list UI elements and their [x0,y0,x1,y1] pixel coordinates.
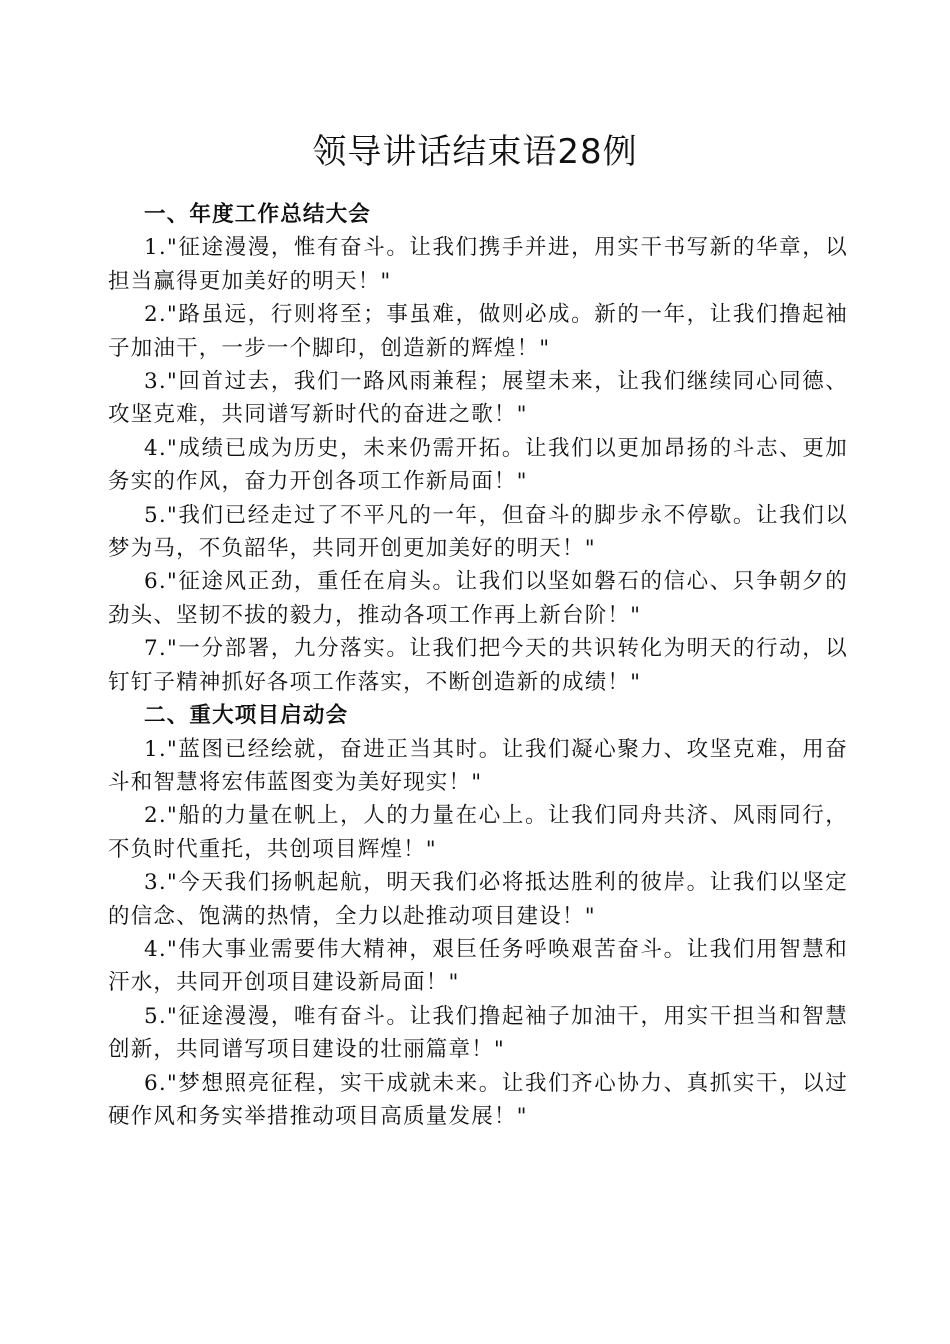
document-title: 领导讲话结束语28例 [312,132,638,172]
paragraph: 1."蓝图已经绘就，奋进正当其时。让我们凝心聚力、攻坚克难，用奋斗和智慧将宏伟蓝图变为美好现实！" [108,736,848,795]
paragraph: 6."梦想照亮征程，实干成就未来。让我们齐心协力、真抓实干，以过硬作风和务实举措推动项目高质量发展！" [108,1070,848,1129]
paragraph: 4."伟大事业需要伟大精神，艰巨任务呼唤艰苦奋斗。让我们用智慧和汗水，共同开创项目建设新局面！" [108,936,848,996]
paragraph: 4."成绩已成为历史，未来仍需开拓。让我们以更加昂扬的斗志、更加务实的作风，奋力开创各项工作新局面！" [108,435,848,495]
paragraph: 5."我们已经走过了不平凡的一年，但奋斗的脚步永不停歇。让我们以梦为马，不负韶华，共同开创更加美好的明天！" [108,502,848,562]
document-body [108,198,848,1133]
section-heading: 一、年度工作总结大会 [144,202,372,227]
paragraph: 1."征途漫漫，惟有奋斗。让我们携手并进，用实干书写新的华章，以担当赢得更加美好的明天！" [108,235,848,294]
paragraph: 5."征途漫漫，唯有奋斗。让我们撸起袖子加油干，用实干担当和智慧创新，共同谱写项目建设的壮丽篇章！" [108,1003,848,1063]
paragraph: 2."路虽远，行则将至；事虽难，做则必成。新的一年，让我们撸起袖子加油干，一步一个脚印，创造新的辉煌！" [108,302,848,361]
paragraph: 2."船的力量在帆上，人的力量在心上。让我们同舟共济、风雨同行，不负时代重托，共创项目辉煌！" [108,803,848,862]
paragraph: 6."征途风正劲，重任在肩头。让我们以坚如磐石的信心、只争朝夕的劲头、坚韧不拔的毅力，推动各项工作再上新台阶！" [108,569,848,628]
section-annual-summary [108,198,848,699]
paragraph: 3."回首过去，我们一路风雨兼程；展望未来，让我们继续同心同德、攻坚克难，共同谱写新时代的奋进之歌！" [108,369,848,428]
paragraph: 3."今天我们扬帆起航，明天我们必将抵达胜利的彼岸。让我们以坚定的信念、饱满的热情，全力以赴推动项目建设！" [108,870,848,929]
section-project-launch [108,699,848,1133]
section-heading: 二、重大项目启动会 [144,703,349,729]
paragraph: 7."一分部署，九分落实。让我们把今天的共识转化为明天的行动，以钉钉子精神抓好各项工作落实，不断创造新的成绩！" [108,636,848,695]
